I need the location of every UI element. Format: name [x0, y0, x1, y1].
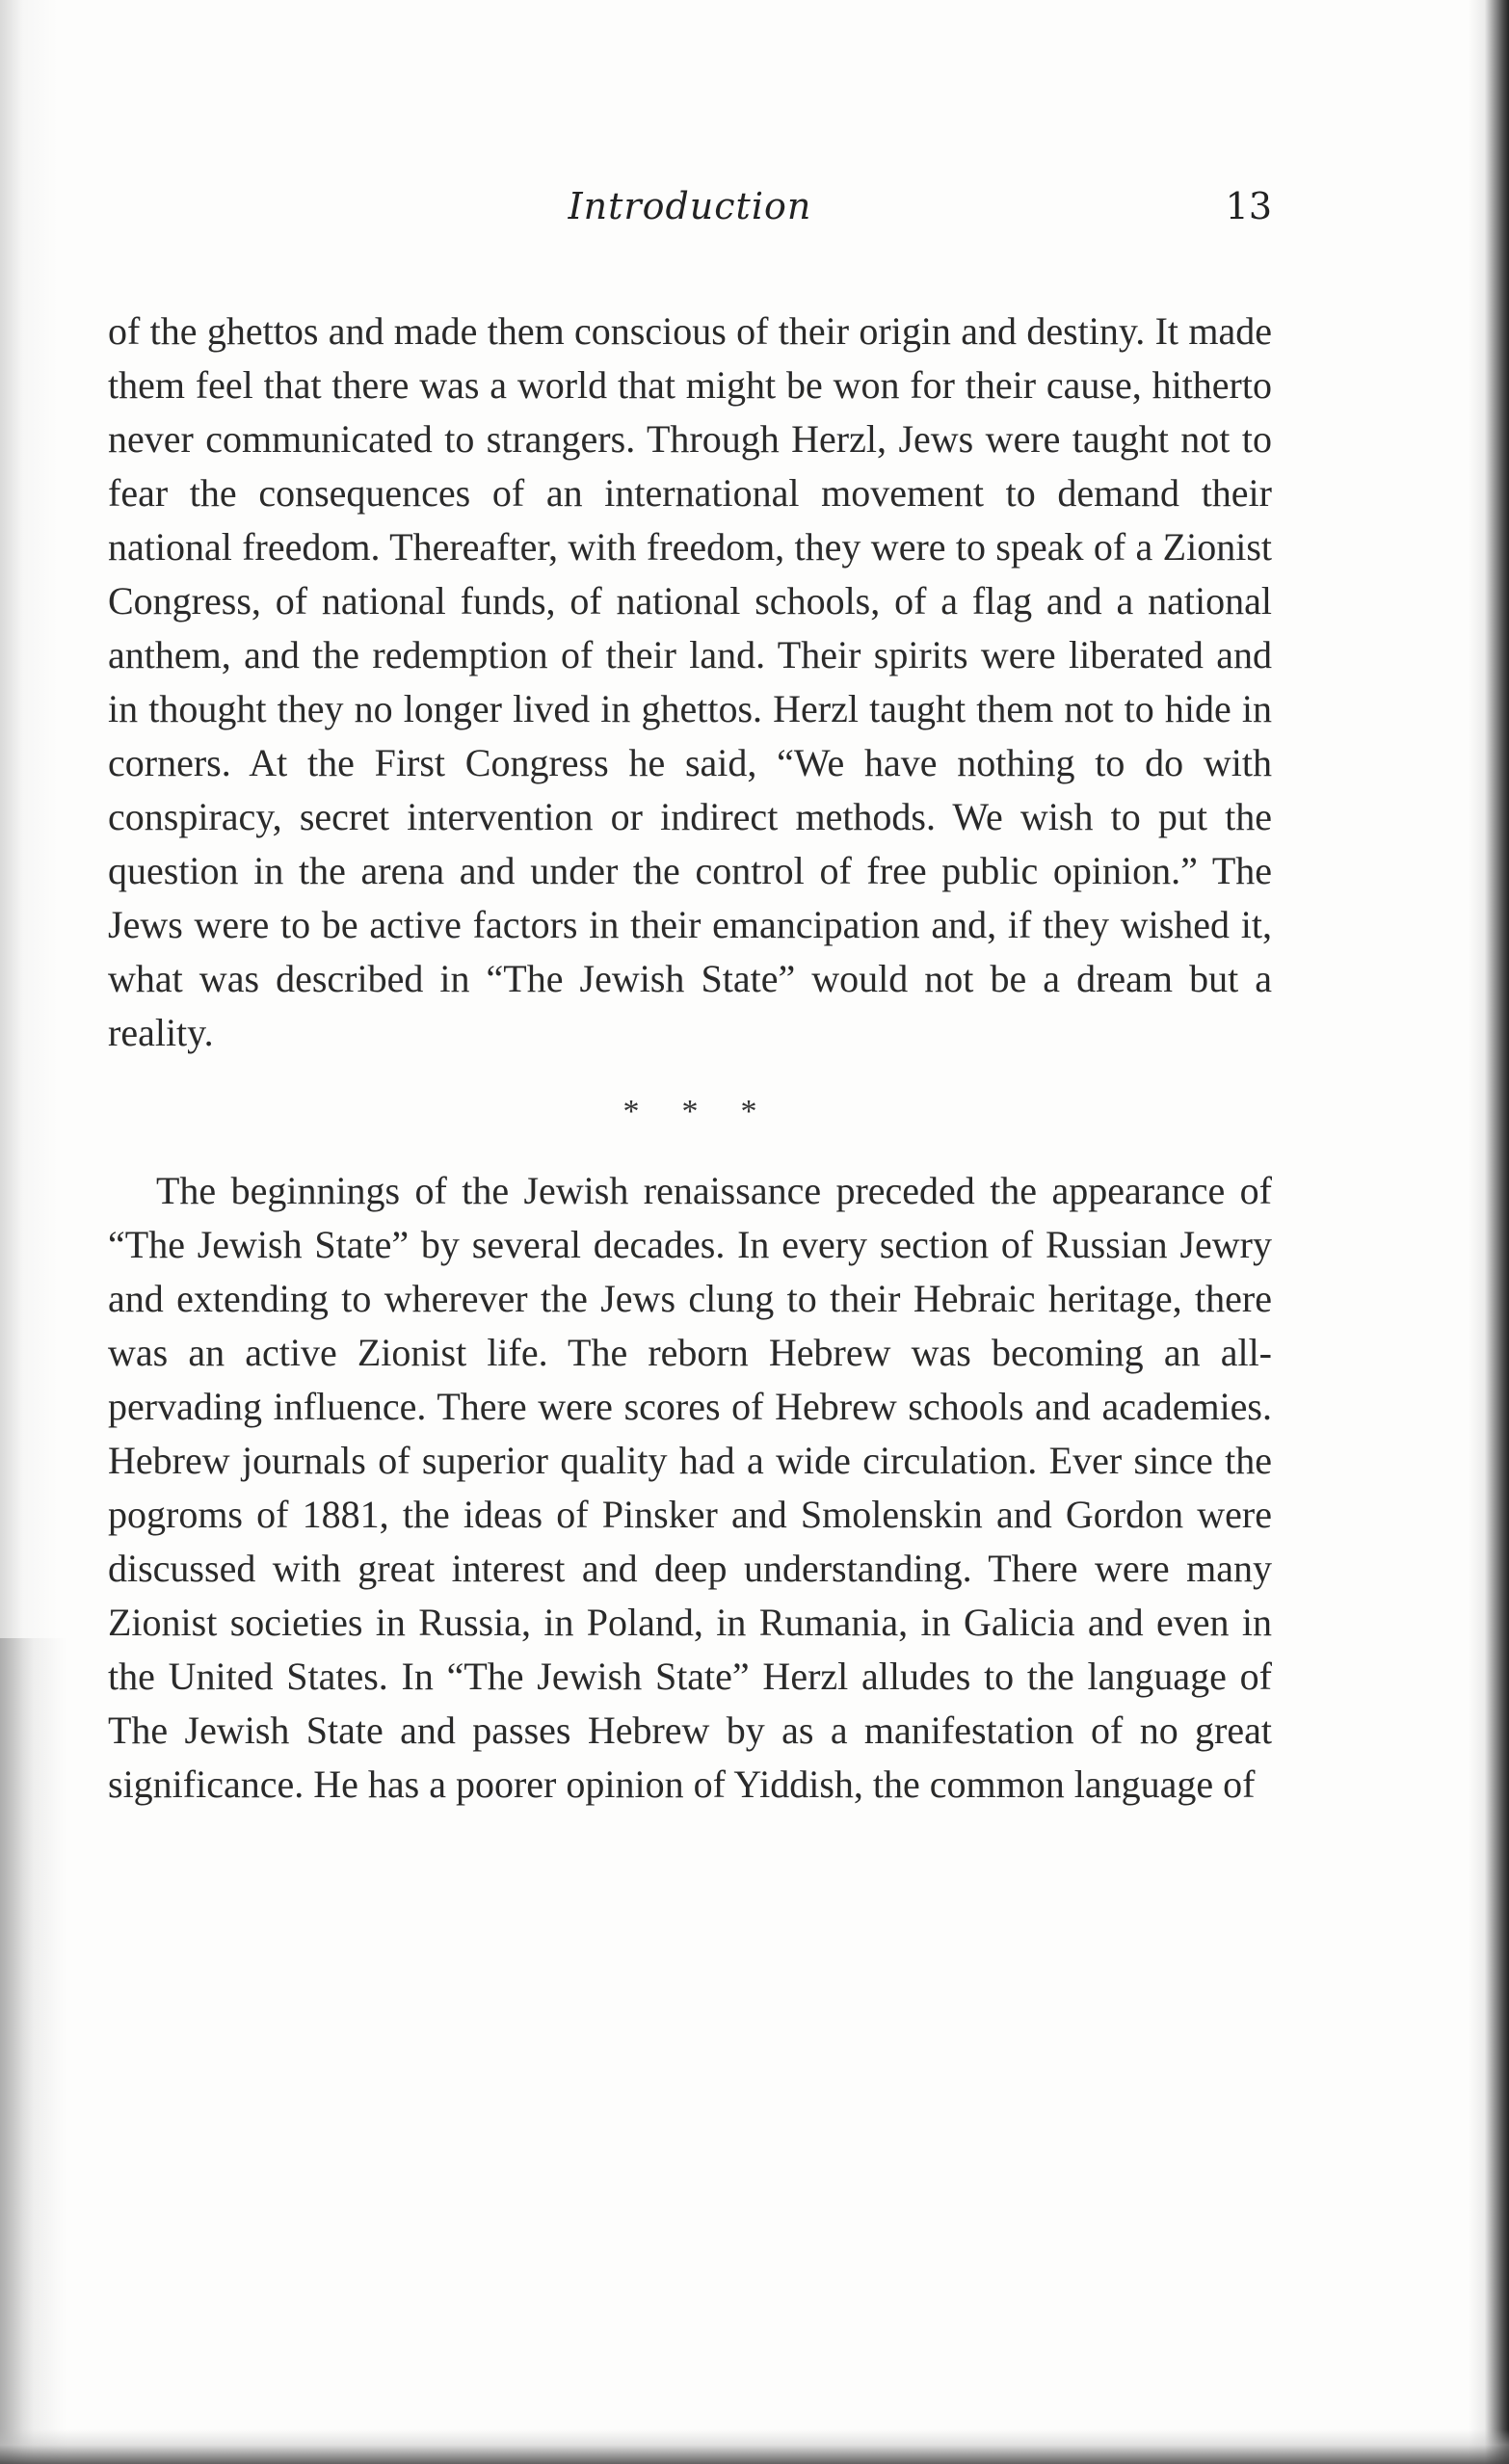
asterisk-1: * [622, 1094, 640, 1129]
body-text [108, 305, 1272, 1812]
section-break [108, 1060, 1272, 1164]
scan-edge-bottom [0, 2429, 1509, 2464]
running-head-title: Introduction [568, 185, 812, 227]
paragraph-1: of the ghettos and made them conscious of their origin and destiny. It made them feel that there was a world that might be won for their cause, hitherto never communicated to strangers. Through Herzl, Jews were taught not to fear the consequences of an international movement to demand their national freedom. Thereafter, with freedom, they were to speak of a Zionist Congress, of national funds, of national schools, of a flag and a national anthem, and the redemption of their land. Their spirits were liberated and in thought they no longer lived in ghettos. Herzl taught them not to hide in corners. At the First Congress he said, “We have nothing to do with conspiracy, secret intervention or indirect methods. We wish to put the question in the arena and under the control of free public opinion.” The Jews were to be active factors in their emancipation and, if they wished it, what was described in “The Jewish State” would not be a dream but a reality. [108, 309, 1272, 1054]
scan-shadow-left-lower [0, 1638, 67, 2464]
running-head [108, 185, 1272, 243]
paragraph-2: The beginnings of the Jewish renaissance preceded the appearance of “The Jewish State” by several decades. In every section of Russian Jewry and extending to wherever the Jews clung to their Hebraic heritage, there was an active Zionist life. The reborn Hebrew was becoming an all-pervading influence. There were scores of Hebrew schools and academies. Hebrew journals of superior quality had a wide circulation. Ever since the pogroms of 1881, the ideas of Pinsker and Smolenskin and Gordon were discussed with great interest and deep understanding. There were many Zionist societies in Russia, in Poland, in Rumania, in Galicia and even in the United States. In “The Jewish State” Herzl alludes to the language of The Jewish State and passes Hebrew by as a manifestation of no great significance. He has a poorer opinion of Yiddish, the common language of [108, 1169, 1272, 1806]
asterisk-2: * [681, 1094, 699, 1129]
asterisk-3: * [740, 1094, 757, 1129]
scan-edge-right [1469, 0, 1509, 2464]
page-number: 13 [1225, 185, 1272, 227]
